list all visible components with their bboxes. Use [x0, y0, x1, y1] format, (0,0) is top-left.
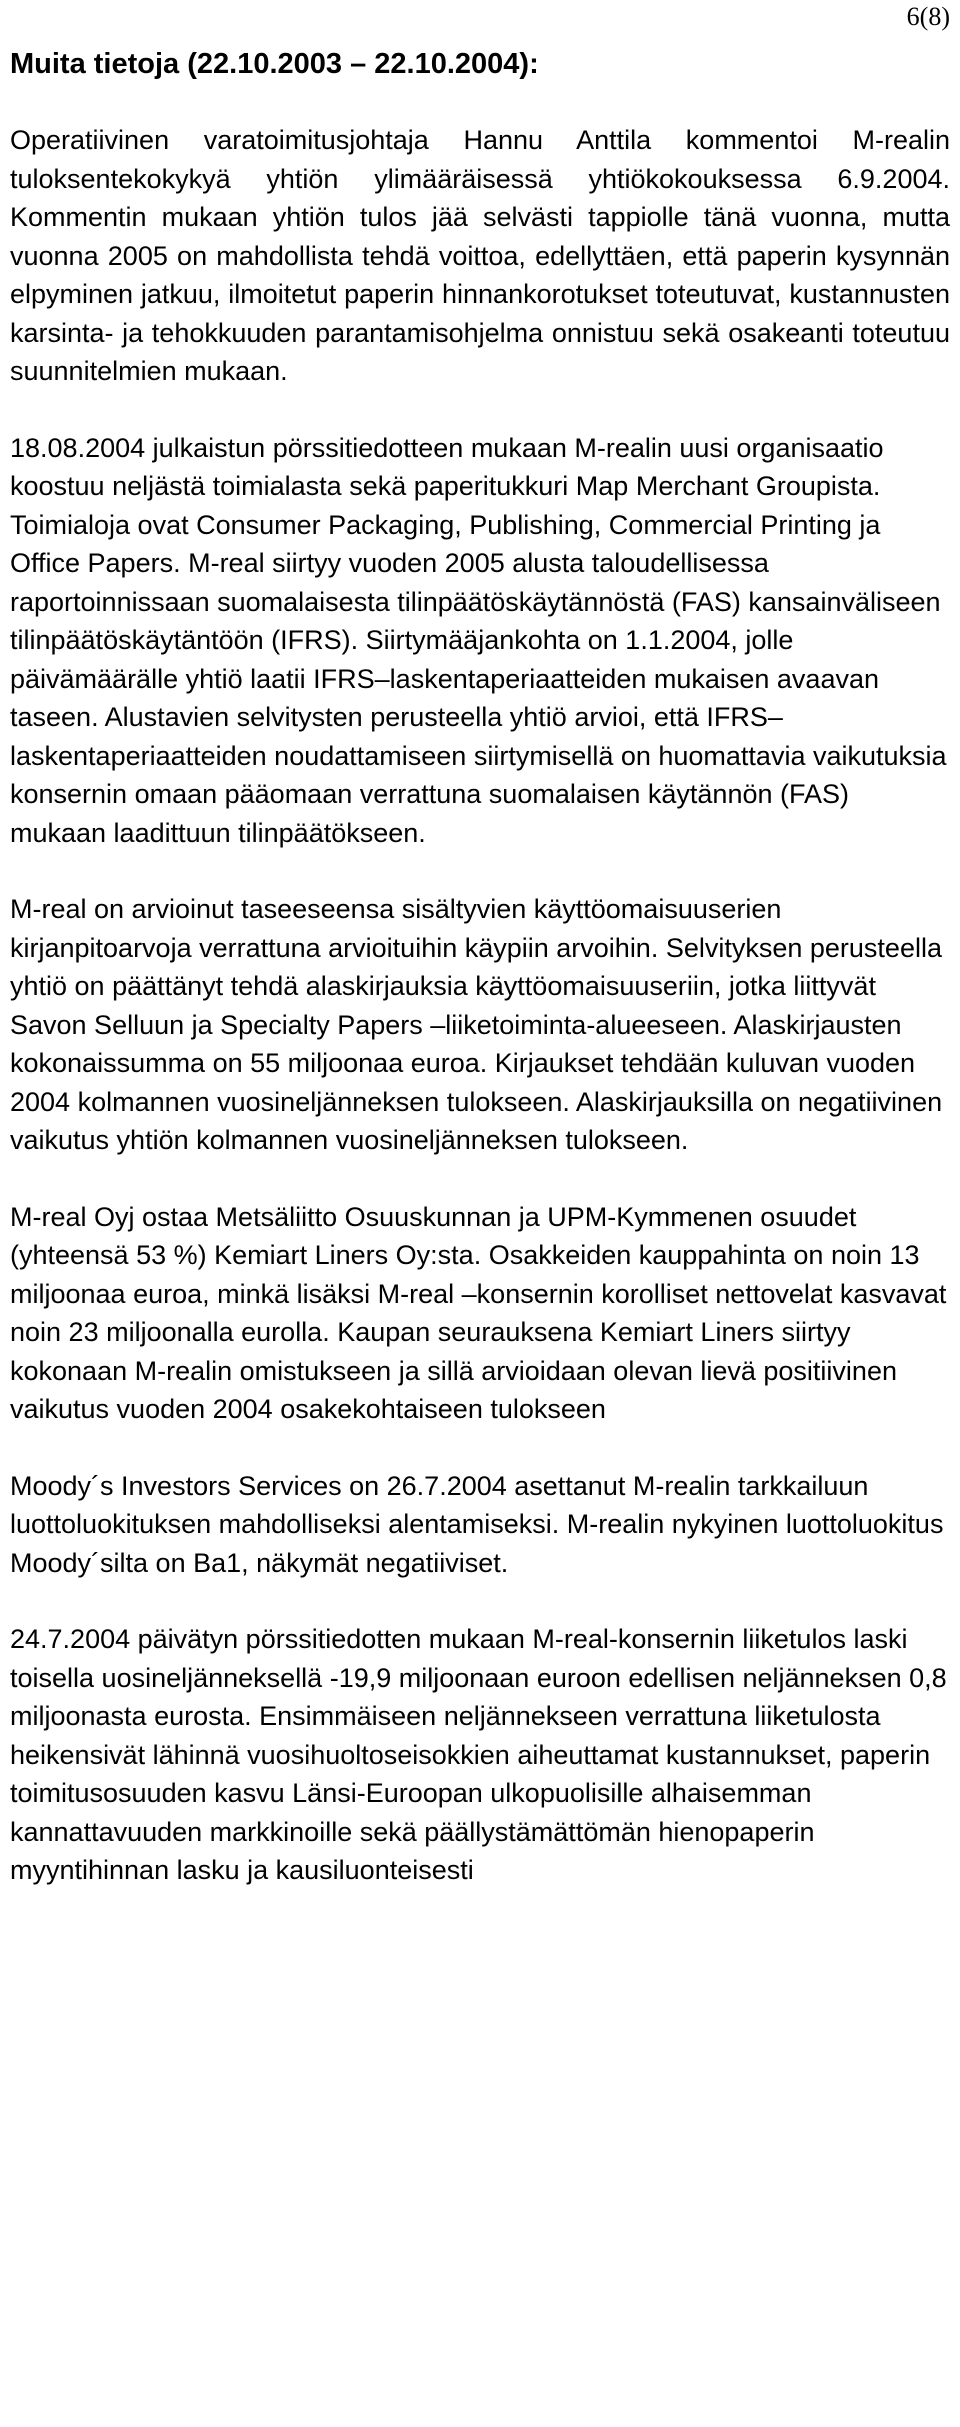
paragraph-kemiart-liners: M-real Oyj ostaa Metsäliitto Osuuskunnan ja UPM-Kymmenen osuudet (yhteensä 53 %) Kemiart Liners Oy:sta. Osakkeiden kauppahinta on noin 13 miljoonaa euroa, minkä lisäksi M-real –konsernin korolliset nettovelat kasvavat noin 23 miljoonalla eurolla. Kaupan seurauksena Kemiart Liners siirtyy kokonaan M-realin omistukseen ja sillä arvioidaan olevan lievä positiivinen vaikutus vuoden 2004 osakekohtaiseen tulokseen [10, 1201, 947, 1424]
page-number: 6(8) [906, 2, 950, 31]
paragraph-q2-result: 24.7.2004 päivätyn pörssitiedotten mukaan M-real-konsernin liiketulos laski toisella uosineljänneksellä -19,9 miljoonaan euroon edellisen neljänneksen 0,8 miljoonasta eurosta. Ensimmäiseen neljännekseen verrattuna liiketulosta heikensivät lähinnä vuosihuoltoseisokkien aiheuttamat kustannukset, paperin toimitusosuuden kasvu Länsi-Euroopan ulkopuolisille alhaisemman kannattavuuden markkinoille sekä päällystämättömän hienopaperin myyntihinnan lasku ja kausiluonteisesti [10, 1624, 947, 1885]
paragraph-moodys-rating: Moody´s Investors Services on 26.7.2004 asettanut M-realin tarkkailuun luottoluokituksen mahdolliseksi alentamiseksi. M-realin nykyinen luottoluokitus Moody´silta on Ba1, näkymät negatiiviset. [10, 1470, 944, 1578]
section-heading: Muita tietoja (22.10.2003 – 22.10.2004): [10, 48, 539, 80]
paragraph-writedowns: M-real on arvioinut taseeseensa sisältyvien käyttöomaisuuserien kirjanpitoarvoja verrattuna arvioituihin käypiin arvoihin. Selvityksen perusteella yhtiö on päättänyt tehdä alaskirjauksia käyttöomaisuuseriin, jotka liittyvät Savon Selluun ja Specialty Papers –liiketoiminta-alueeseen. Alaskirjausten kokonaissumma on 55 miljoonaa euroa. Kirjaukset tehdään kuluvan vuoden 2004 kolmannen vuosineljänneksen tulokseen. Alaskirjauksilla on negatiivinen vaikutus yhtiön kolmannen vuosineljänneksen tulokseen. [10, 894, 943, 1155]
document-body [10, 45, 950, 1928]
paragraph-organisation-ifrs: 18.08.2004 julkaistun pörssitiedotteen mukaan M-realin uusi organisaatio koostuu neljästä toimialasta sekä paperitukkuri Map Merchant Groupista. Toimialoja ovat Consumer Packaging, Publishing, Commercial Printing ja Office Papers. M-real siirtyy vuoden 2005 alusta taloudellisessa raportoinnissaan suomalaisesta tilinpäätöskäytännöstä (FAS) kansainväliseen tilinpäätöskäytäntöön (IFRS). Siirtymääjankohta on 1.1.2004, jolle päivämäärälle yhtiö laatii IFRS–laskentaperiaatteiden mukaisen avaavan taseen. Alustavien selvitysten perusteella yhtiö arvioi, että IFRS–laskentaperiaatteiden noudattamiseen siirtymisellä on huomattavia vaikutuksia konsernin omaan pääomaan verrattuna suomalaisen käytännön (FAS) mukaan laadittuun tilinpäätökseen. [10, 432, 947, 848]
paragraph-anttila-comment: Operatiivinen varatoimitusjohtaja Hannu Anttila kommentoi M-realin tuloksentekokykyä yhtiön ylimääräisessä yhtiökokouksessa 6.9.2004. Kommentin mukaan yhtiön tulos jää selvästi tappiolle tänä vuonna, mutta vuonna 2005 on mahdollista tehdä voittoa, edellyttäen, että paperin kysynnän elpyminen jatkuu, ilmoitetut paperin hinnankorotukset toteutuvat, kustannusten karsinta- ja tehokkuuden parantamisohjelma onnistuu sekä osakeanti toteutuu suunnitelmien mukaan. [10, 125, 950, 386]
